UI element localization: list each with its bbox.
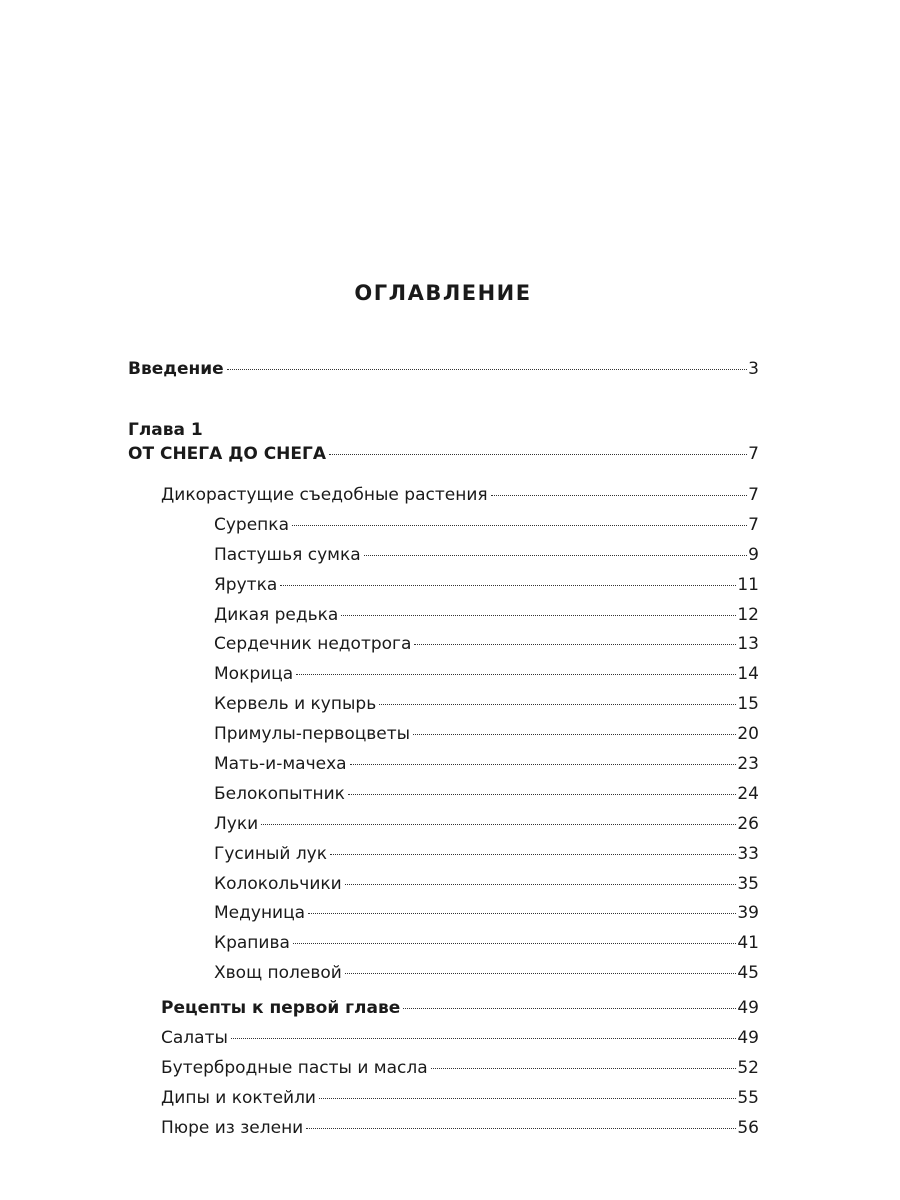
toc-entry-page: 55: [737, 1088, 759, 1108]
toc-entry-label: Сердечник недотрога: [214, 634, 412, 654]
toc-entry-page: 45: [737, 963, 759, 983]
toc-entry-plant[interactable]: [214, 812, 759, 836]
dot-leader: [364, 555, 748, 556]
toc-entry-recipe[interactable]: [161, 1086, 759, 1110]
toc-entry-label: Дикая редька: [214, 605, 339, 625]
toc-entry-page: 35: [737, 874, 759, 894]
toc-entry-plant[interactable]: [214, 603, 759, 627]
toc-entry-page: 52: [737, 1058, 759, 1078]
toc-entry-plant[interactable]: [214, 872, 759, 896]
dot-leader: [296, 674, 736, 675]
toc-entry-label: Медуница: [214, 903, 306, 923]
dot-leader: [319, 1098, 736, 1099]
toc-entry-label: Дикорастущие съедобные растения: [161, 485, 488, 505]
dot-leader: [345, 973, 737, 974]
dot-leader: [330, 854, 736, 855]
toc-entry-label: Примулы-первоцветы: [214, 724, 411, 744]
dot-leader: [348, 794, 736, 795]
toc-entry-label: Белокопытник: [214, 784, 345, 804]
dot-leader: [345, 884, 737, 885]
chapter-heading: Глава 1: [128, 420, 203, 440]
toc-entry-label: Салаты: [161, 1028, 228, 1048]
toc-entry-page: 7: [748, 485, 759, 505]
toc-entry-page: 23: [737, 754, 759, 774]
toc-entry-label: Дипы и коктейли: [161, 1088, 316, 1108]
toc-entry-label: Сурепка: [214, 515, 289, 535]
toc-entry-label: Крапива: [214, 933, 290, 953]
page-title: ОГЛАВЛЕНИЕ: [354, 281, 532, 305]
toc-entry-label: Колокольчики: [214, 874, 342, 894]
toc-entry-page: 56: [737, 1118, 759, 1138]
dot-leader: [280, 585, 736, 586]
toc-entry-page: 11: [737, 575, 759, 595]
toc-entry-plant[interactable]: [214, 931, 759, 955]
toc-entry-plant[interactable]: [214, 961, 759, 985]
toc-entry-page: 9: [748, 545, 759, 565]
toc-entry-page: 20: [737, 724, 759, 744]
toc-entry-label: Луки: [214, 814, 259, 834]
toc-entry-section[interactable]: [161, 483, 759, 507]
toc-entry-recipe[interactable]: [161, 1026, 759, 1050]
toc-entry-page: 26: [737, 814, 759, 834]
toc-entry-label: Гусиный лук: [214, 844, 328, 864]
toc-entry-label: Мокрица: [214, 664, 294, 684]
toc-entry-plant[interactable]: [214, 901, 759, 925]
toc-entry-page: 7: [748, 444, 759, 464]
dot-leader: [341, 615, 736, 616]
toc-entry-label: Пастушья сумка: [214, 545, 361, 565]
dot-leader: [308, 913, 736, 914]
toc-entry-page: 3: [748, 359, 759, 379]
toc-entry-recipe[interactable]: [161, 1116, 759, 1140]
toc-entry-page: 7: [748, 515, 759, 535]
toc-entry-plant[interactable]: [214, 842, 759, 866]
dot-leader: [403, 1008, 736, 1009]
toc-entry-label: Введение: [128, 359, 224, 379]
toc-entry-plant[interactable]: [214, 692, 759, 716]
dot-leader: [379, 704, 736, 705]
toc-entry-plant[interactable]: [214, 752, 759, 776]
toc-entry-label: Бутербродные пасты и масла: [161, 1058, 428, 1078]
toc-entry-page: 49: [737, 1028, 759, 1048]
dot-leader: [261, 824, 736, 825]
toc-entry-chapter-1[interactable]: [128, 442, 759, 466]
toc-entry-label: Ярутка: [214, 575, 278, 595]
toc-entry-intro[interactable]: [128, 357, 759, 381]
toc-entry-recipes[interactable]: [161, 996, 759, 1020]
dot-leader: [227, 369, 747, 370]
toc-entry-label: Хвощ полевой: [214, 963, 342, 983]
toc-entry-page: 15: [737, 694, 759, 714]
toc-entry-page: 33: [737, 844, 759, 864]
toc-entry-page: 13: [737, 634, 759, 654]
dot-leader: [231, 1038, 736, 1039]
toc-entry-plant[interactable]: [214, 662, 759, 686]
toc-entry-page: 49: [737, 998, 759, 1018]
toc-entry-plant[interactable]: [214, 722, 759, 746]
toc-entry-page: 39: [737, 903, 759, 923]
toc-entry-label: ОТ СНЕГА ДО СНЕГА: [128, 444, 327, 464]
toc-entry-recipe[interactable]: [161, 1056, 759, 1080]
toc-entry-plant[interactable]: [214, 573, 759, 597]
toc-entry-page: 12: [737, 605, 759, 625]
dot-leader: [306, 1128, 736, 1129]
dot-leader: [414, 644, 736, 645]
dot-leader: [491, 495, 748, 496]
toc-entry-label: Кервель и купырь: [214, 694, 377, 714]
dot-leader: [329, 454, 747, 455]
toc-entry-plant[interactable]: [214, 782, 759, 806]
dot-leader: [431, 1068, 737, 1069]
toc-entry-page: 24: [737, 784, 759, 804]
dot-leader: [413, 734, 736, 735]
dot-leader: [293, 943, 736, 944]
toc-entry-label: Рецепты к первой главе: [161, 998, 401, 1018]
toc-entry-plant[interactable]: [214, 632, 759, 656]
toc-entry-label: Пюре из зелени: [161, 1118, 304, 1138]
toc-entry-label: Мать-и-мачеха: [214, 754, 347, 774]
dot-leader: [292, 525, 747, 526]
dot-leader: [350, 764, 737, 765]
toc-entry-page: 41: [737, 933, 759, 953]
toc-entry-plant[interactable]: [214, 543, 759, 567]
toc-entry-plant[interactable]: [214, 513, 759, 537]
toc-entry-page: 14: [737, 664, 759, 684]
